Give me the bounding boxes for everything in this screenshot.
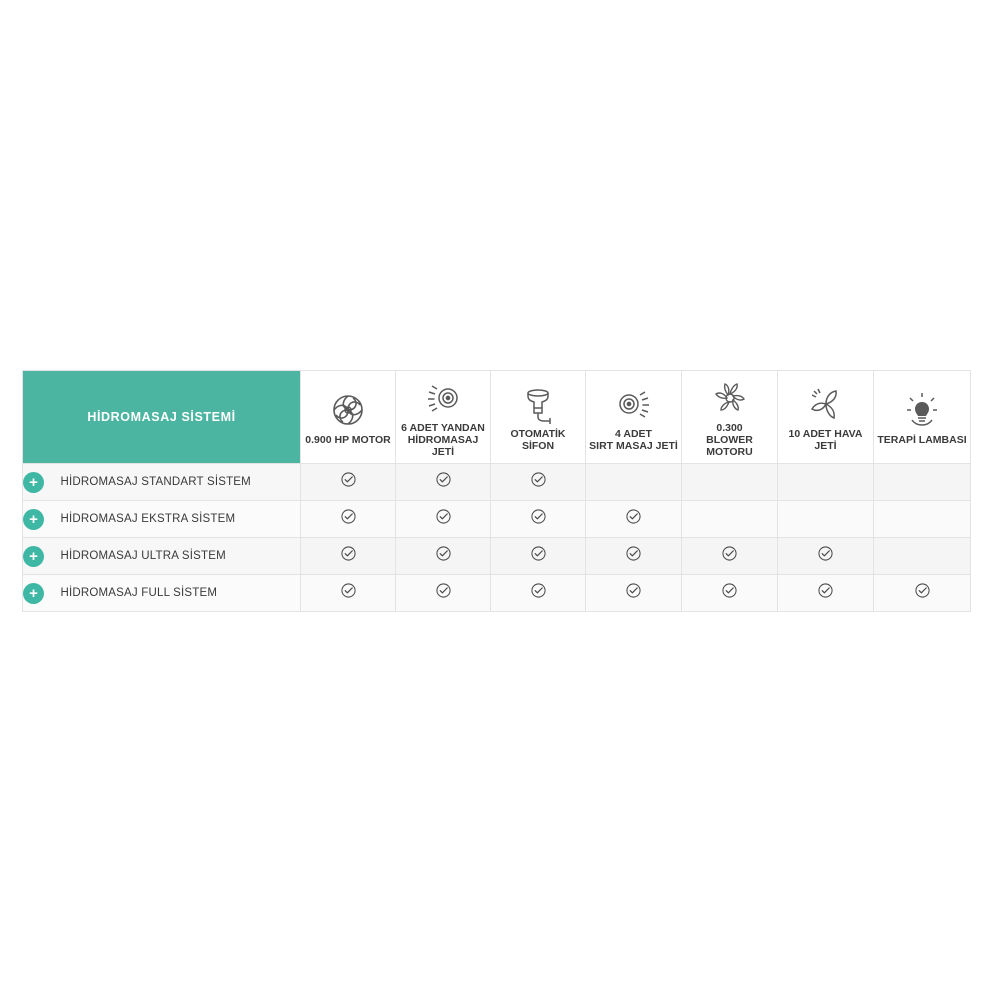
check-cell (301, 575, 396, 612)
feature-label: OTOMATİK SİFON (510, 428, 566, 452)
row-label-cell (23, 464, 301, 501)
check-cell (874, 575, 971, 612)
table-header-title: HİDROMASAJ SİSTEMİ (23, 371, 301, 464)
row-title: HİDROMASAJ ULTRA SİSTEM (60, 550, 226, 562)
row-label-cell (23, 501, 301, 538)
blower-motor-icon (682, 376, 777, 420)
check-cell (874, 538, 971, 575)
feature-label: 0.300 BLOWER MOTORU (706, 422, 753, 458)
check-cell (396, 538, 491, 575)
check-cell (682, 538, 778, 575)
table-body (23, 464, 971, 612)
check-cell (491, 501, 586, 538)
check-cell (778, 501, 874, 538)
check-cell (682, 464, 778, 501)
check-cell (778, 538, 874, 575)
feature-label: 6 ADET YANDAN HİDROMASAJ JETİ (401, 422, 485, 458)
check-cell (778, 575, 874, 612)
feature-column-back-jet (586, 371, 682, 464)
back-massage-jet-icon (586, 382, 681, 426)
check-cell (778, 464, 874, 501)
hydromassage-comparison-table (22, 370, 971, 612)
check-cell (874, 464, 971, 501)
check-cell (586, 501, 682, 538)
feature-column-motor (301, 371, 396, 464)
feature-column-blower (682, 371, 778, 464)
check-cell (491, 575, 586, 612)
plus-icon[interactable]: + (23, 583, 44, 604)
table-header-row (23, 371, 971, 464)
row-label-cell (23, 575, 301, 612)
table-row[interactable] (23, 575, 971, 612)
row-label-cell (23, 538, 301, 575)
feature-column-siphon (491, 371, 586, 464)
side-massage-jet-icon (396, 376, 490, 420)
row-title: HİDROMASAJ FULL SİSTEM (60, 587, 218, 599)
feature-label: 4 ADET SIRT MASAJ JETİ (589, 428, 678, 452)
check-cell (874, 501, 971, 538)
table-row[interactable] (23, 501, 971, 538)
check-cell (301, 501, 396, 538)
check-cell (396, 575, 491, 612)
feature-column-air-jet (778, 371, 874, 464)
feature-column-therapy-lamp (874, 371, 971, 464)
feature-label: 0.900 HP MOTOR (305, 434, 391, 446)
plus-icon[interactable]: + (23, 509, 44, 530)
table-row[interactable] (23, 464, 971, 501)
check-cell (396, 464, 491, 501)
check-cell (586, 538, 682, 575)
plus-icon[interactable]: + (23, 546, 44, 567)
check-cell (491, 464, 586, 501)
check-cell (301, 464, 396, 501)
whirlpool-motor-icon (301, 388, 395, 432)
check-cell (396, 501, 491, 538)
check-cell (301, 538, 396, 575)
check-cell (491, 538, 586, 575)
feature-column-side-jet (396, 371, 491, 464)
check-cell (586, 464, 682, 501)
plus-icon[interactable]: + (23, 472, 44, 493)
check-cell (586, 575, 682, 612)
check-cell (682, 575, 778, 612)
feature-label: 10 ADET HAVA JETİ (788, 428, 863, 452)
check-cell (682, 501, 778, 538)
row-title: HİDROMASAJ STANDART SİSTEM (60, 476, 251, 488)
row-title: HİDROMASAJ EKSTRA SİSTEM (60, 513, 236, 525)
automatic-siphon-icon (491, 382, 585, 426)
table-row[interactable] (23, 538, 971, 575)
feature-label: TERAPİ LAMBASI (877, 434, 967, 446)
air-jet-icon (778, 382, 873, 426)
therapy-lamp-icon (874, 388, 970, 432)
